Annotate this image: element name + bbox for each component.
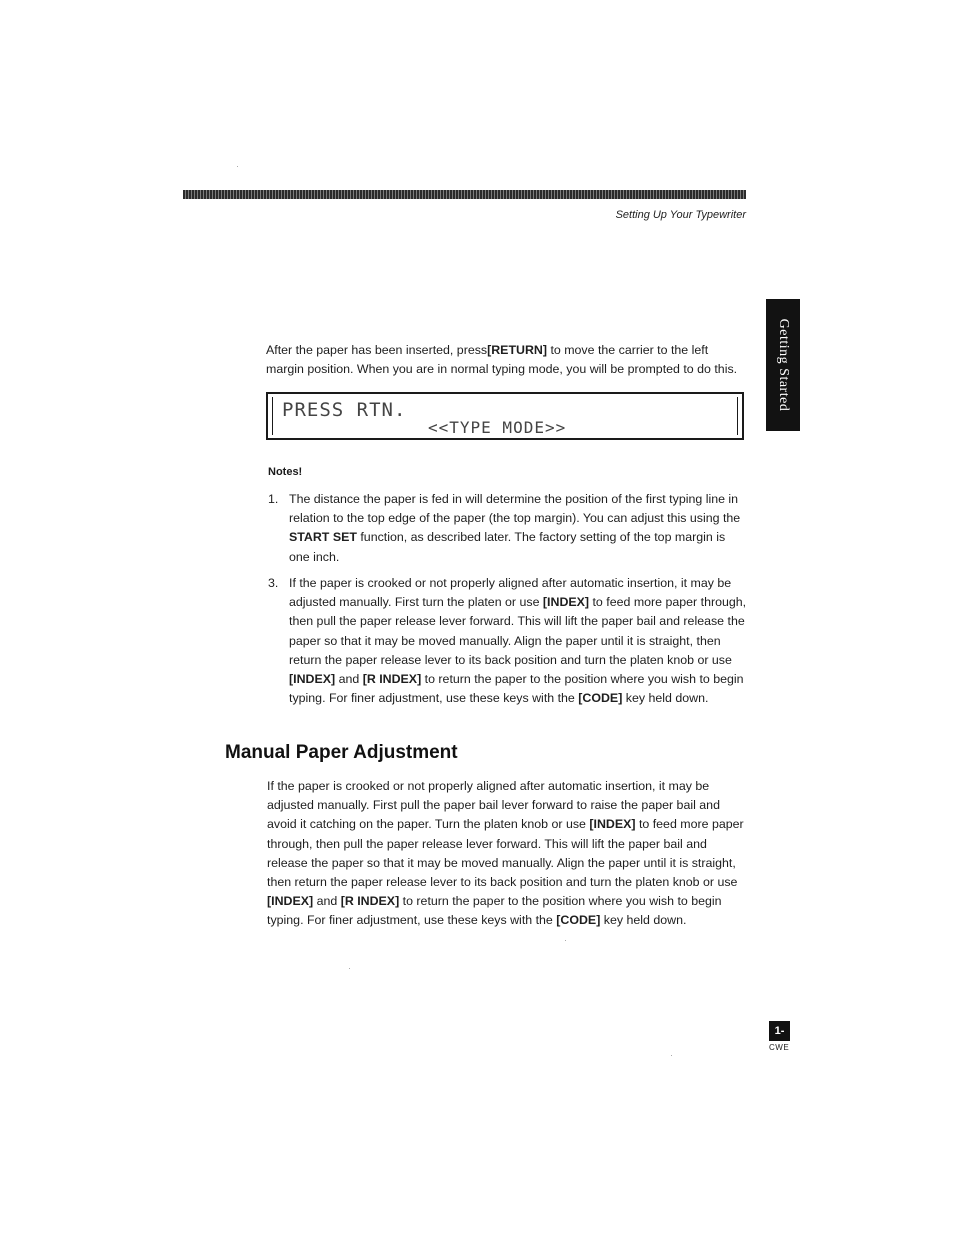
note-text bbox=[289, 490, 748, 567]
section-text-part: If the paper is crooked or not properly aligned after automatic insertion, it may be adjusted manually. First pull the paper bail lever forward to raise the paper bail and avoid it catching on the paper. Turn the platen knob or use bbox=[267, 779, 720, 832]
note-text-part: The distance the paper is fed in will determine the position of the first typing line in relation to the top edge of the paper (the top margin). You can adjust this using the bbox=[289, 492, 741, 526]
key-index: [INDEX] bbox=[267, 894, 314, 909]
notes-heading: Notes! bbox=[268, 466, 303, 478]
note-number: 3. bbox=[268, 576, 279, 590]
note-text-part: and bbox=[335, 672, 363, 687]
note-text-part: to feed more paper through, then pull the paper release lever forward. This will lift the paper bail and release the paper so that it may be moved manually. Align the paper until it is straight, then return the paper release lever to its back position and turn the platen knob or use bbox=[289, 595, 747, 667]
side-tab-label: Getting Started bbox=[776, 318, 791, 412]
section-heading: Manual Paper Adjustment bbox=[225, 742, 458, 763]
section-text-part: key held down. bbox=[600, 913, 687, 928]
scan-speck bbox=[565, 940, 566, 941]
section-text-part: to feed more paper through, then pull the paper release lever forward. This will lift the paper bail and release the paper so that it may be moved manually. Align the paper until it is straight, then return the paper release lever to its back position and turn the platen knob or use bbox=[267, 817, 744, 890]
section-paragraph bbox=[267, 777, 749, 931]
key-code: [CODE] bbox=[578, 691, 623, 706]
lcd-line-2: <<TYPE MODE>> bbox=[428, 418, 567, 437]
section-text-part: to return the paper to the position where you wish to begin typing. For finer adjustment, use these keys with the bbox=[267, 894, 722, 928]
intro-paragraph bbox=[266, 341, 748, 379]
key-code: [CODE] bbox=[556, 913, 601, 928]
key-return: [RETURN] bbox=[487, 343, 547, 357]
key-r-index: [R INDEX] bbox=[340, 894, 400, 909]
note-text-part: function, as described later. The factory setting of the top margin is one inch. bbox=[289, 530, 726, 564]
scan-speck bbox=[237, 166, 238, 167]
section-side-tab bbox=[766, 299, 800, 431]
note-text-part: If the paper is crooked or not properly aligned after automatic insertion, it may be adjusted manually. First turn the platen or use bbox=[289, 576, 732, 610]
intro-text-2: to move the carrier to the left margin position. When you are in normal typing mode, you will be prompted to do this. bbox=[266, 343, 738, 377]
lcd-line-1: PRESS RTN. bbox=[282, 399, 407, 421]
note-text-part: key held down. bbox=[622, 691, 709, 706]
note-number: 1. bbox=[268, 492, 279, 506]
key-r-index: [R INDEX] bbox=[362, 672, 422, 687]
running-header: Setting Up Your Typewriter bbox=[615, 209, 746, 221]
page-code: CWE bbox=[769, 1043, 790, 1052]
note-text bbox=[289, 574, 748, 708]
intro-text-1: After the paper has been inserted, press bbox=[266, 343, 488, 357]
key-index: [INDEX] bbox=[589, 817, 636, 832]
scan-speck bbox=[671, 1055, 672, 1056]
section-text-part: and bbox=[313, 894, 341, 909]
scan-speck bbox=[349, 968, 350, 969]
key-index: [INDEX] bbox=[542, 595, 590, 610]
page-number-badge: 1- bbox=[769, 1021, 790, 1041]
key-start-set: START SET bbox=[289, 530, 357, 545]
key-index: [INDEX] bbox=[289, 672, 336, 687]
lcd-display bbox=[266, 392, 744, 440]
note-text-part: to return the paper to the position where you wish to begin typing. For finer adjustment, use these keys with the bbox=[289, 672, 744, 706]
header-rule bbox=[183, 190, 746, 199]
